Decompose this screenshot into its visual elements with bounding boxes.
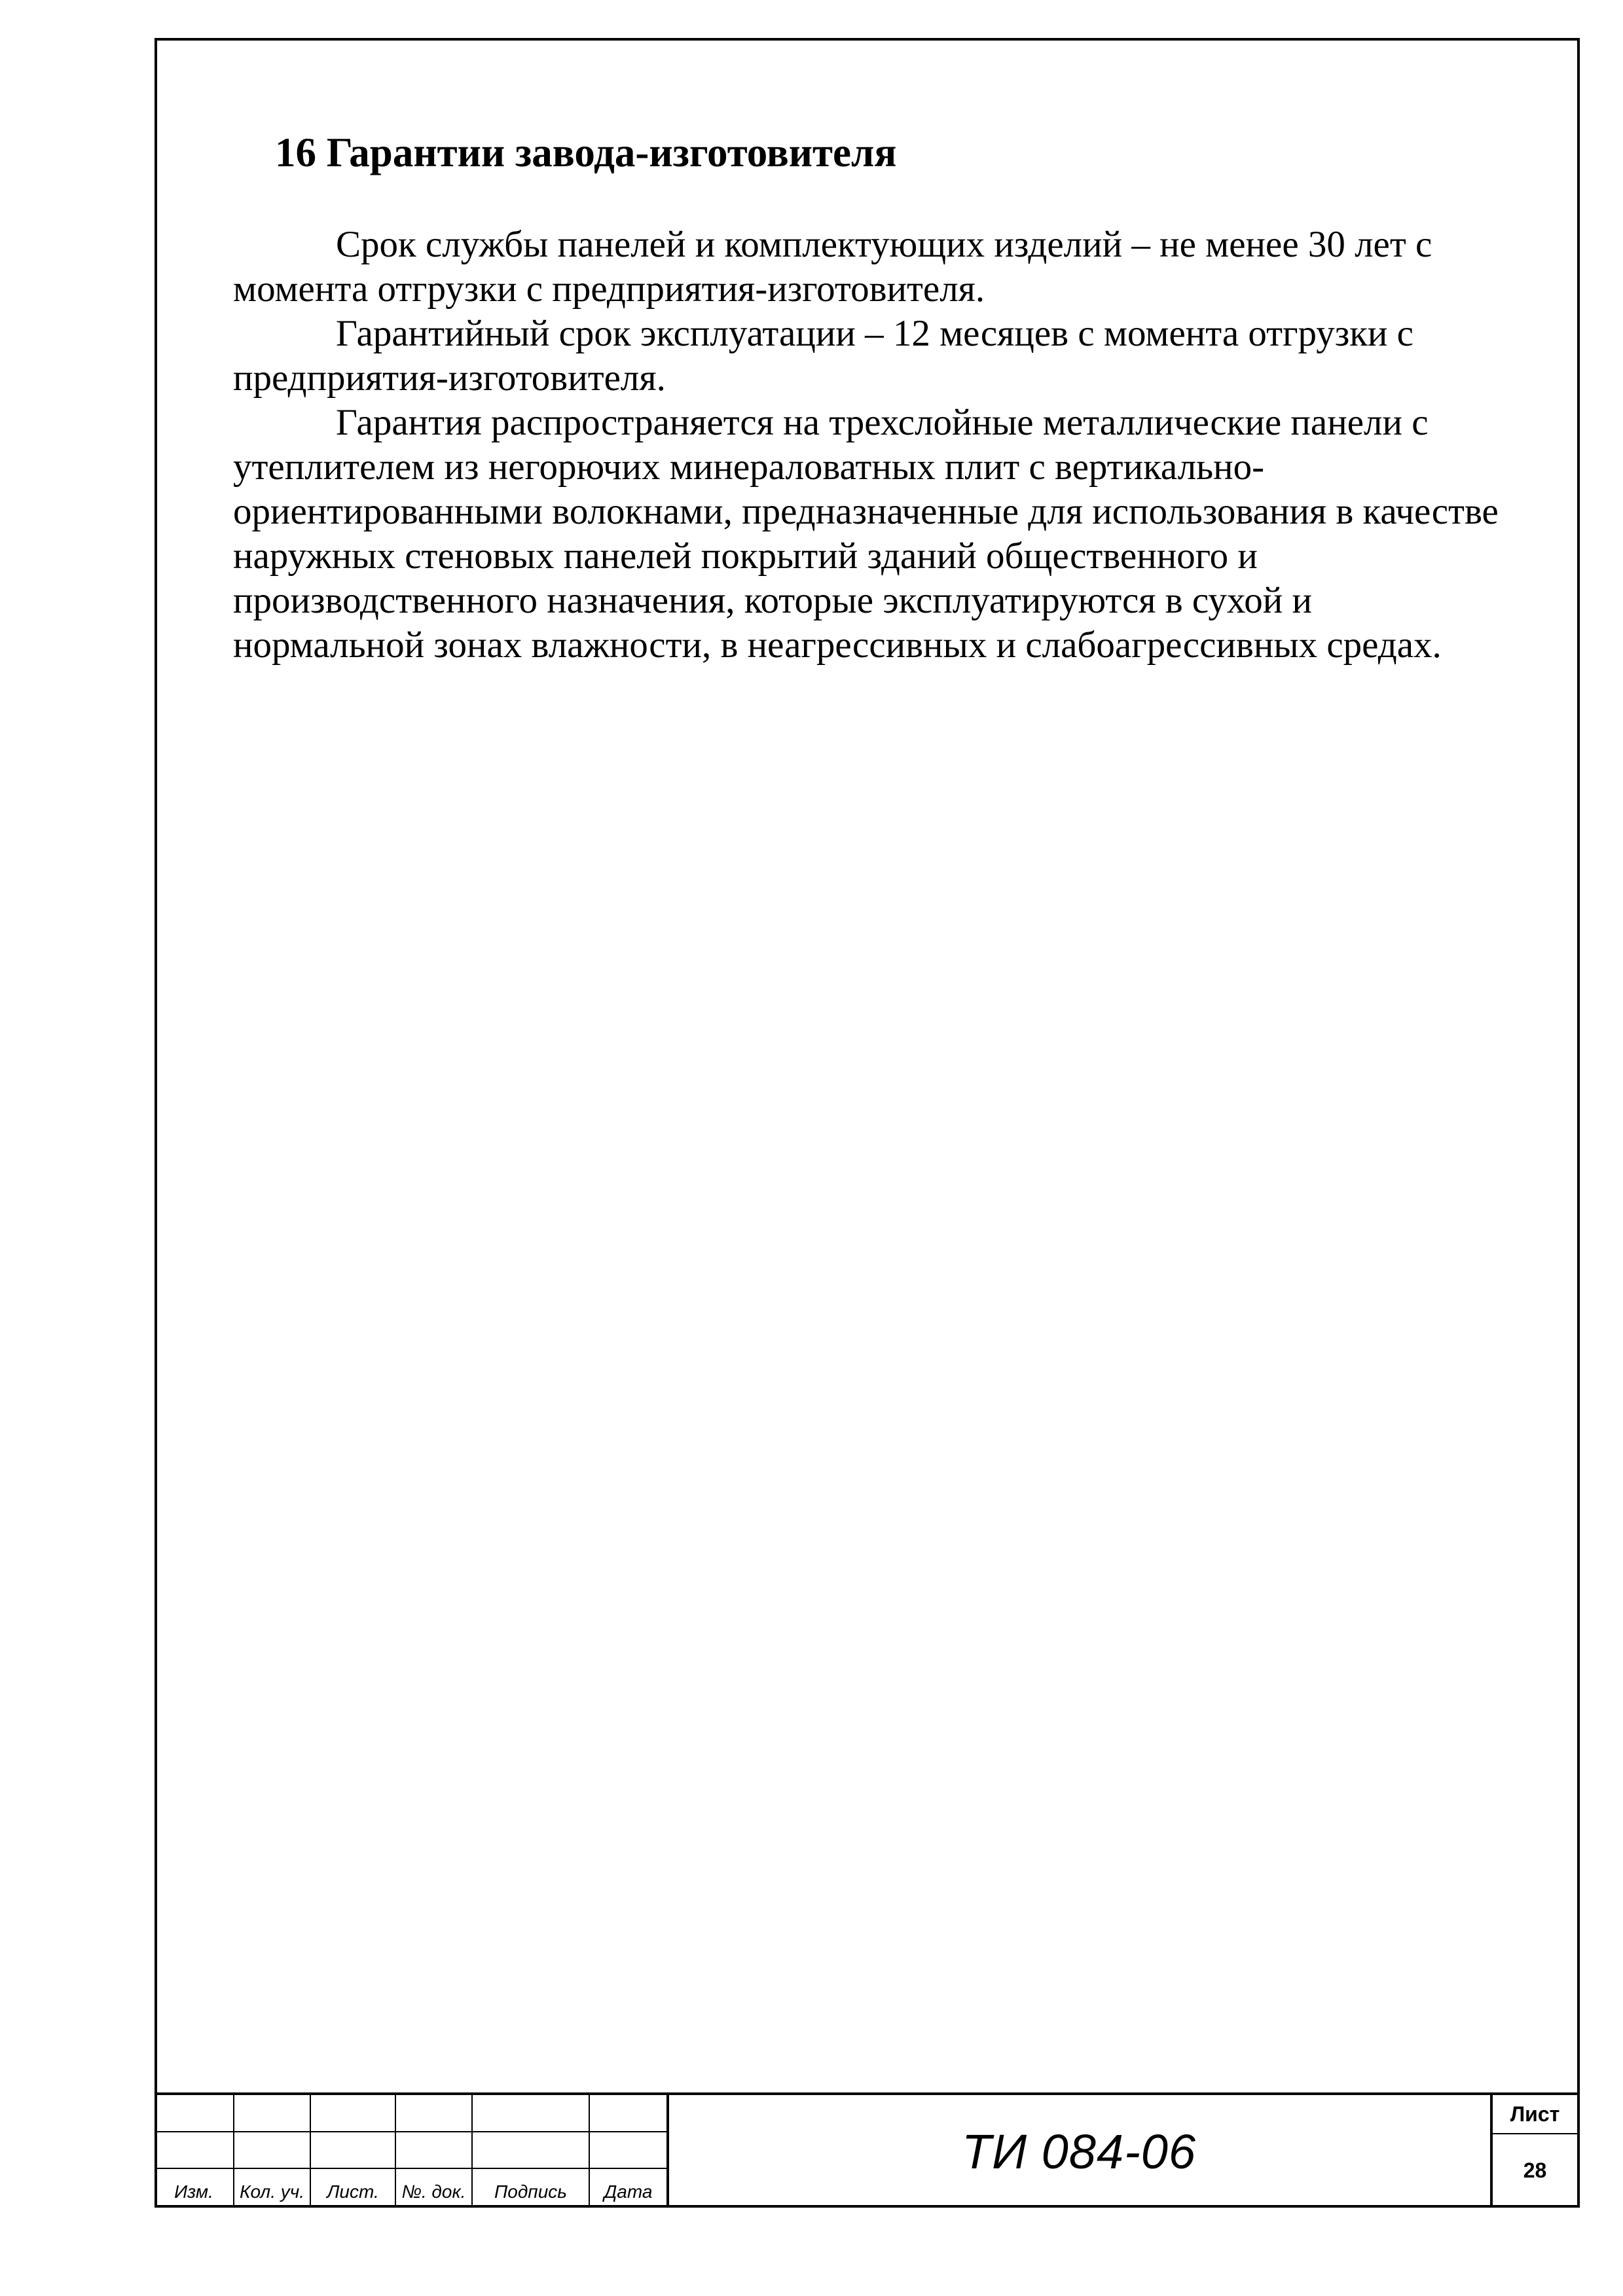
- revision-cell: [310, 2132, 395, 2168]
- revision-cell: [589, 2132, 668, 2168]
- revision-cell: [395, 2132, 472, 2168]
- sheet-box: [1490, 2095, 1577, 2208]
- revision-cell: [310, 2095, 395, 2132]
- revision-cell: [155, 2132, 234, 2168]
- revision-cell: [395, 2095, 472, 2132]
- body-text: [233, 223, 1559, 668]
- paragraph-service-life: [233, 223, 1559, 312]
- text-line: предприятия-изготовителя.: [233, 357, 666, 399]
- revision-table: [155, 2095, 669, 2206]
- text-line: наружных стеновых панелей покрытий зданий общественного и: [233, 535, 1258, 577]
- text-line: утеплителем из негорючих минераловатных плит с вертикально-: [233, 446, 1265, 488]
- paragraph-warranty-period: [233, 312, 1559, 401]
- text-line: производственного назначения, которые эксплуатируются в сухой и: [233, 580, 1313, 621]
- paragraph-warranty-scope: [233, 401, 1559, 668]
- title-block: [155, 2092, 1580, 2208]
- text-line: Срок службы панелей и комплектующих изделий – не менее 30 лет с: [336, 224, 1432, 265]
- sheet-number: 28: [1523, 2158, 1547, 2182]
- column-label-signature: Подпись: [472, 2168, 589, 2206]
- revision-cell: [589, 2095, 668, 2132]
- revision-cell: [234, 2132, 310, 2168]
- section-heading: 16 Гарантии завода-изготовителя: [275, 130, 897, 175]
- revision-cell: [472, 2095, 589, 2132]
- text-line: нормальной зонах влажности, в неагрессивных и слабоагрессивных средах.: [233, 624, 1442, 666]
- document-code: ТИ 084-06: [961, 2124, 1197, 2179]
- column-label-sheet: Лист.: [310, 2168, 395, 2206]
- column-label-doc-number: №. док.: [395, 2168, 472, 2206]
- revision-cell: [234, 2095, 310, 2132]
- sheet-label: Лист: [1493, 2095, 1577, 2134]
- text-line: Гарантийный срок эксплуатации – 12 месяцев с момента отгрузки с: [336, 313, 1413, 354]
- column-label-change: Изм.: [155, 2168, 234, 2206]
- revision-cell: [472, 2132, 589, 2168]
- column-label-quantity: Кол. уч.: [234, 2168, 310, 2206]
- text-line: момента отгрузки с предприятия-изготовителя.: [233, 268, 985, 310]
- revision-cell: [155, 2095, 234, 2132]
- text-line: Гарантия распространяется на трехслойные металлические панели с: [336, 402, 1429, 443]
- text-line: ориентированными волокнами, предназначенные для использования в качестве: [233, 491, 1499, 532]
- column-label-date: Дата: [589, 2168, 668, 2206]
